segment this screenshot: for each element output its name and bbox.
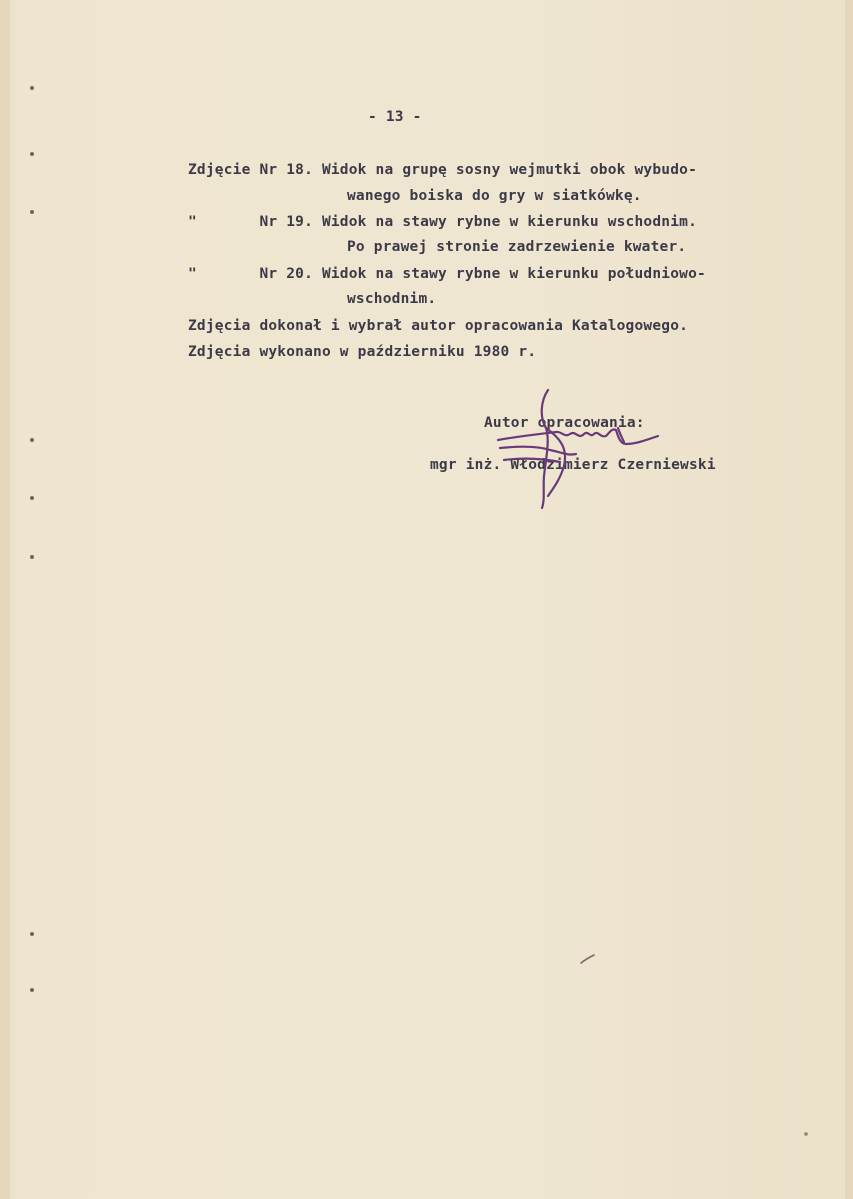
author-name: mgr inż. Włodzimierz Czerniewski <box>430 457 716 473</box>
punch-hole-mark <box>30 988 34 992</box>
punch-hole-mark <box>30 86 34 90</box>
caption-line: wschodnim. <box>347 291 437 307</box>
punch-hole-mark <box>30 152 34 156</box>
caption-line: " Nr 19. Widok na stawy rybne w kierunku wschodnim. <box>188 214 697 230</box>
punch-hole-mark <box>30 438 34 442</box>
punch-hole-mark <box>30 932 34 936</box>
caption-line: " Nr 20. Widok na stawy rybne w kierunku południowo- <box>188 266 706 282</box>
punch-hole-mark <box>30 496 34 500</box>
caption-line: Zdjęcie Nr 18. Widok na grupę sosny wejmutki obok wybudo- <box>188 162 697 178</box>
paper-left-edge <box>0 0 10 1199</box>
caption-line: wanego boiska do gry w siatkówkę. <box>347 188 642 204</box>
note-line: Zdjęcia dokonał i wybrał autor opracowania Katalogowego. <box>188 318 689 334</box>
punch-hole-mark <box>30 210 34 214</box>
punch-hole-mark <box>30 555 34 559</box>
caption-line: Po prawej stronie zadrzewienie kwater. <box>347 239 687 255</box>
author-label: Autor opracowania: <box>484 415 645 431</box>
handwritten-signature <box>490 388 670 513</box>
paper-right-edge <box>845 0 853 1199</box>
page-number: - 13 - <box>368 109 422 125</box>
pencil-mark <box>578 952 598 966</box>
paper-speck-mark <box>800 1128 812 1140</box>
note-line: Zdjęcia wykonano w październiku 1980 r. <box>188 344 537 360</box>
